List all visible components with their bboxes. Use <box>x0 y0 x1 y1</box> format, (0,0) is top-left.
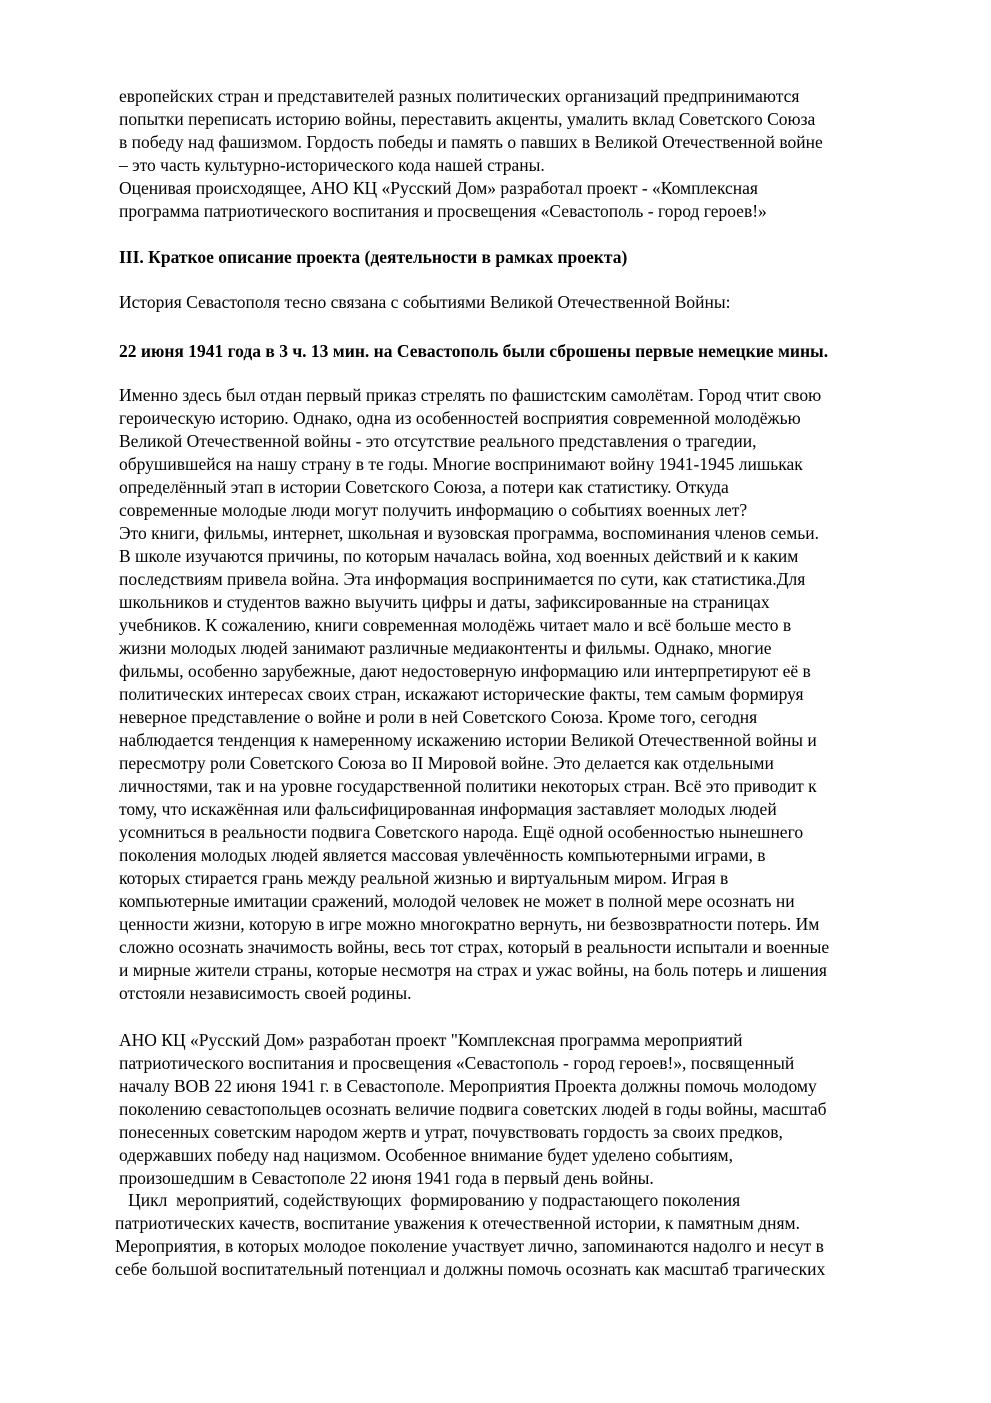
text-line: Именно здесь был отдан первый приказ стрелять по фашистским самолётам. Город чтит свою <box>119 385 822 405</box>
section-heading <box>119 246 939 269</box>
text-line: компьютерные имитации сражений, молодой человек не может в полной мере осознать ни <box>119 891 795 911</box>
cycle-paragraph <box>115 1189 935 1281</box>
text-line: наблюдается тенденция к намеренному искажению истории Великой Отечественной войны и <box>119 730 817 750</box>
text-line: патриотических качеств, воспитание уважения к отечественной истории, к памятным дням. <box>115 1213 800 1233</box>
history-intro-text: История Севастополя тесно связана с событиями Великой Отечественной Войны: <box>119 292 731 312</box>
date-statement-text: 22 июня 1941 года в 3 ч. 13 мин. на Севастополь были сброшены первые немецкие мины. <box>119 341 829 361</box>
text-line: отстояли независимость своей родины. <box>119 983 412 1003</box>
text-line: Оценивая происходящее, АНО КЦ «Русский Дом» разработал проект - «Комплексная <box>119 178 758 198</box>
text-line: европейских стран и представителей разных политических организаций предпринимаются <box>119 86 800 106</box>
text-line: – это часть культурно-исторического кода нашей страны. <box>119 155 545 175</box>
text-line: одержавших победу над нацизмом. Особенное внимание будет уделено событиям, <box>119 1145 733 1165</box>
text-line: которых стирается грань между реальной жизнью и виртуальным миром. Играя в <box>119 868 729 888</box>
text-line: фильмы, особенно зарубежные, дают недостоверную информацию или интерпретируют её в <box>119 661 811 681</box>
text-line: себе большой воспитательный потенциал и должны помочь осознать как масштаб трагических <box>115 1259 826 1279</box>
text-line: пересмотру роли Советского Союза во II Мировой войне. Это делается как отдельными <box>119 753 774 773</box>
text-line: попытки переписать историю войны, переставить акценты, умалить вклад Советского Союза <box>119 109 816 129</box>
text-line: Великой Отечественной войны - это отсутствие реального представления о трагедии, <box>119 431 757 451</box>
text-line: политических интересах своих стран, искажают исторические факты, тем самым формируя <box>119 684 804 704</box>
text-line: программа патриотического воспитания и просвещения «Севастополь - город героев!» <box>119 201 767 221</box>
project-paragraph <box>119 1029 939 1190</box>
text-line: неверное представление о войне и роли в ней Советского Союза. Кроме того, сегодня <box>119 707 758 727</box>
text-line: в победу над фашизмом. Гордость победы и память о павших в Великой Отечественной войне <box>119 132 823 152</box>
text-line: произошедшим в Севастополе 22 июня 1941 года в первый день войны. <box>119 1168 654 1188</box>
text-line: тому, что искажённая или фальсифицированная информация заставляет молодых людей <box>119 799 777 819</box>
text-line: личностями, так и на уровне государственной политики некоторых стран. Всё это приводит к <box>119 776 817 796</box>
text-line: Это книги, фильмы, интернет, школьная и вузовская программа, воспоминания членов семьи. <box>119 523 819 543</box>
text-line: жизни молодых людей занимают различные медиаконтенты и фильмы. Однако, многие <box>119 638 772 658</box>
text-line: началу ВОВ 22 июня 1941 г. в Севастополе. Мероприятия Проекта должны помочь молодому <box>119 1076 817 1096</box>
text-line: школьников и студентов важно выучить цифры и даты, зафиксированные на страницах <box>119 592 770 612</box>
text-line: Цикл мероприятий, содействующих формированию у подрастающего поколения <box>115 1190 741 1210</box>
text-line: АНО КЦ «Русский Дом» разработан проект "Комплексная программа мероприятий <box>119 1030 743 1050</box>
text-line: ценности жизни, которую в игре можно многократно вернуть, ни безвозвратности потерь. Им <box>119 914 820 934</box>
text-line: учебников. К сожалению, книги современная молодёжь читает мало и всё больше место в <box>119 615 792 635</box>
text-line: поколения молодых людей является массовая увлечённость компьютерными играми, в <box>119 845 766 865</box>
text-line: обрушившейся на нашу страну в те годы. Многие воспринимают войну 1941-1945 лишькак <box>119 454 803 474</box>
text-line: Мероприятия, в которых молодое поколение участвует лично, запоминаются надолго и несут в <box>115 1236 824 1256</box>
text-line: современные молодые люди могут получить информацию о событиях военных лет? <box>119 500 748 520</box>
date-statement <box>119 340 939 363</box>
text-line: героическую историю. Однако, одна из особенностей восприятия современной молодёжью <box>119 408 801 428</box>
text-line: определённый этап в истории Советского Союза, а потери как статистику. Откуда <box>119 477 729 497</box>
text-line: усомниться в реальности подвига Советского народа. Ещё одной особенностью нынешнего <box>119 822 804 842</box>
text-line: патриотического воспитания и просвещения «Севастополь - город героев!», посвященный <box>119 1053 795 1073</box>
section-heading-text: III. Краткое описание проекта (деятельности в рамках проекта) <box>119 247 628 267</box>
text-line: поколению севастопольцев осознать величие подвига советских людей в годы войны, масштаб <box>119 1099 827 1119</box>
text-line: последствиям привела война. Эта информация воспринимается по сути, как статистика.Для <box>119 569 806 589</box>
main-paragraph <box>119 384 939 1005</box>
text-line: В школе изучаются причины, по которым началась война, ход военных действий и к каким <box>119 546 799 566</box>
intro-paragraph <box>119 85 939 223</box>
history-intro <box>119 291 939 314</box>
text-line: и мирные жители страны, которые несмотря на страх и ужас войны, на боль потерь и лишения <box>119 960 827 980</box>
text-line: понесенных советским народом жертв и утрат, почувствовать гордость за своих предков, <box>119 1122 783 1142</box>
text-line: сложно осознать значимость войны, весь тот страх, который в реальности испытали и военные <box>119 937 830 957</box>
